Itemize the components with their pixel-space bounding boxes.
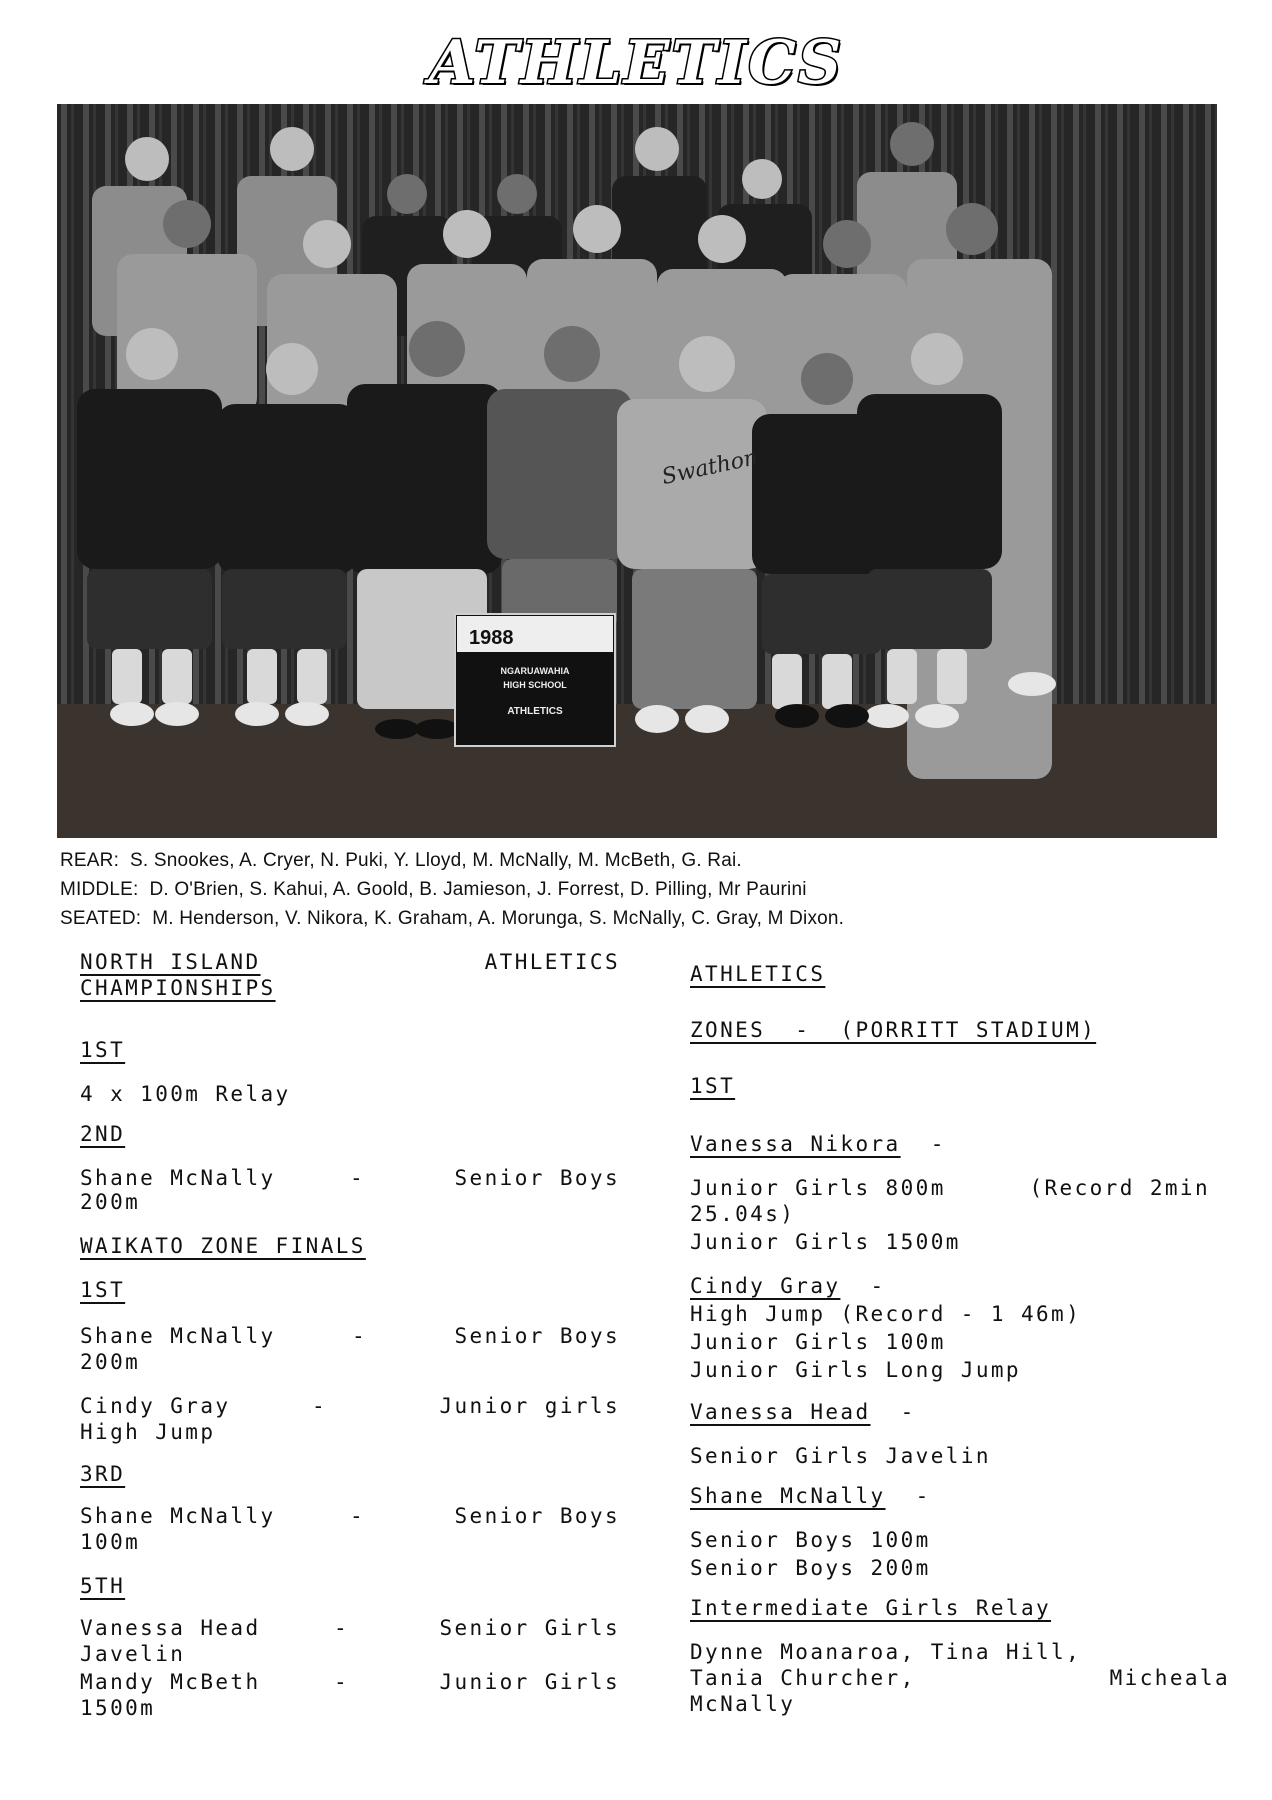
label-2nd: 2ND (80, 1122, 126, 1146)
relay-team-heading: Intermediate Girls Relay (690, 1596, 1052, 1620)
athlete-dash: - (870, 1274, 886, 1298)
year-plaque (455, 614, 615, 746)
caption-rear (60, 846, 844, 875)
result-name: Shane McNally (80, 1166, 276, 1190)
result-dash: - (352, 1324, 368, 1348)
athlete-result: Senior Boys 200m (690, 1556, 931, 1580)
result-name: Vanessa Head (80, 1616, 261, 1640)
athlete-dash: - (915, 1484, 931, 1508)
result-row (80, 1668, 620, 1696)
plaque-school-line1: NGARUAWAHIA (500, 666, 570, 676)
caption-rear-names: S. Snookes, A. Cryer, N. Puki, Y. Lloyd, M. McNally, M. McBeth, G. Rai. (130, 850, 742, 871)
caption-seated-names: M. Henderson, V. Nikora, K. Graham, A. Morunga, S. McNally, C. Gray, M Dixon. (152, 908, 845, 929)
heading-zones-porritt: ZONES - (PORRITT STADIUM) (690, 1018, 1097, 1042)
athlete-heading (690, 1482, 931, 1510)
athlete-name: Shane McNally (690, 1484, 886, 1508)
athlete-result (690, 1174, 1230, 1202)
heading-championships: CHAMPIONSHIPS (80, 976, 276, 1000)
plaque-school-line2: HIGH SCHOOL (503, 680, 567, 690)
result-event: 200m (80, 1350, 141, 1374)
caption-rear-label: REAR: (60, 850, 120, 871)
heading-athletics-zones: ATHLETICS (690, 962, 826, 986)
result-category: Senior Boys (454, 1324, 620, 1348)
result-dash: - (334, 1670, 350, 1694)
result-dash: - (334, 1616, 350, 1640)
result-event: High Jump (80, 1420, 216, 1444)
result-category: Junior Girls (439, 1670, 620, 1694)
athlete-name: Vanessa Nikora (690, 1132, 901, 1156)
north-island-heading (80, 948, 620, 976)
team-photo (57, 104, 1217, 838)
label-5th: 5TH (80, 1574, 126, 1598)
athlete-heading (690, 1398, 916, 1426)
athlete-heading (690, 1272, 886, 1300)
result-dash: - (312, 1394, 328, 1418)
athlete-heading (690, 1130, 946, 1158)
north-island-heading-line (80, 948, 620, 976)
result-name: Shane McNally (80, 1324, 276, 1348)
relay-team-members: McNally (690, 1692, 796, 1716)
athlete-result-text: Junior Girls 800m (690, 1176, 946, 1200)
label-3rd: 3RD (80, 1462, 126, 1486)
caption-middle (60, 875, 844, 904)
result-dash: - (350, 1166, 366, 1190)
athlete-dash: - (930, 1132, 946, 1156)
label-1st: 1ST (80, 1278, 126, 1302)
athlete-result: Senior Boys 100m (690, 1528, 931, 1552)
result-category: Senior Boys (454, 1166, 620, 1190)
athlete-result: High Jump (Record - 1 46m) (690, 1302, 1082, 1326)
result-event: Javelin (80, 1642, 186, 1666)
heading-athletics: ATHLETICS (484, 950, 620, 974)
athlete-result: 25.04s) (690, 1202, 796, 1226)
relay-result: 4 x 100m Relay (80, 1082, 291, 1106)
page-title-text: ATHLETICS (428, 28, 844, 98)
result-event: 1500m (80, 1696, 156, 1720)
result-category: Senior Boys (454, 1504, 620, 1528)
result-category: Senior Girls (439, 1616, 620, 1640)
page-title (0, 28, 1272, 98)
result-row (80, 1392, 620, 1420)
caption-middle-names: D. O'Brien, S. Kahui, A. Goold, B. Jamieson, J. Forrest, D. Pilling, Mr Paurini (149, 879, 807, 900)
result-category: Junior girls (439, 1394, 620, 1418)
caption-seated-label: SEATED: (60, 908, 142, 929)
heading-north-island: NORTH ISLAND (80, 950, 261, 974)
caption-seated (60, 904, 844, 933)
label-1st: 1ST (80, 1038, 126, 1062)
team-photo-image (57, 104, 1217, 838)
plaque-event: ATHLETICS (507, 706, 563, 717)
athlete-result: Junior Girls 1500m (690, 1230, 961, 1254)
relay-team-members (690, 1664, 1230, 1692)
athlete-result: Junior Girls Long Jump (690, 1358, 1021, 1382)
caption-middle-label: MIDDLE: (60, 879, 139, 900)
heading-waikato-zone-finals: WAIKATO ZONE FINALS (80, 1234, 366, 1258)
relay-team-members: Dynne Moanaroa, Tina Hill, (690, 1640, 1082, 1664)
result-name: Mandy McBeth (80, 1670, 261, 1694)
result-name: Cindy Gray (80, 1394, 231, 1418)
result-row (80, 1164, 620, 1192)
relay-member: Tania Churcher, (690, 1666, 916, 1690)
label-1st: 1ST (690, 1074, 736, 1098)
relay-member: Micheala (1109, 1666, 1230, 1690)
result-dash: - (350, 1504, 366, 1528)
athlete-result-note: (Record 2min (1029, 1176, 1210, 1200)
result-name: Shane McNally (80, 1504, 276, 1528)
result-row (80, 1322, 620, 1350)
result-event: 100m (80, 1530, 141, 1554)
result-row (80, 1614, 620, 1642)
sweater-lettering: Swathon (659, 445, 761, 490)
athlete-name: Cindy Gray (690, 1274, 841, 1298)
result-row (80, 1502, 620, 1530)
athlete-result: Senior Girls Javelin (690, 1444, 991, 1468)
result-event: 200m (80, 1190, 141, 1214)
athlete-name: Vanessa Head (690, 1400, 871, 1424)
athlete-result: Junior Girls 100m (690, 1330, 946, 1354)
athlete-dash: - (900, 1400, 916, 1424)
plaque-year: 1988 (469, 627, 514, 649)
photo-caption (60, 846, 844, 933)
